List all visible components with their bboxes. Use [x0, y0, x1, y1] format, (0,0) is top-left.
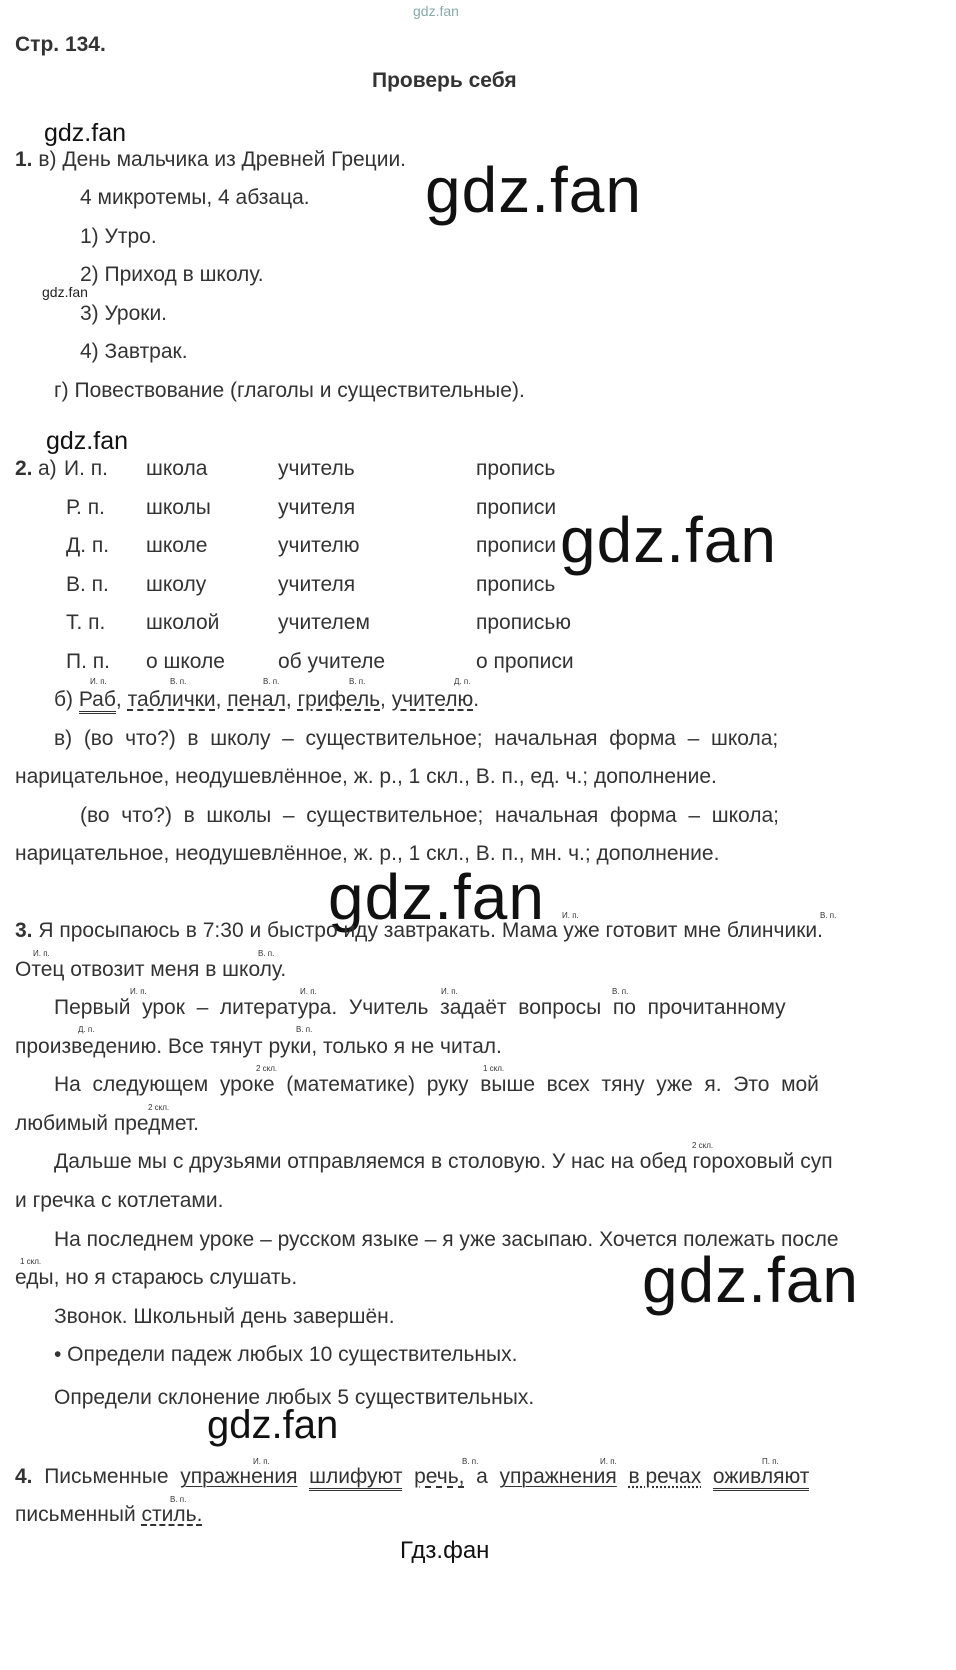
- object-word: грифель: [297, 688, 381, 711]
- task-number: 3.: [15, 919, 33, 942]
- table-cell: пропись: [476, 457, 556, 480]
- table-cell: школы: [146, 496, 211, 519]
- watermark-big-4: gdz.fan: [642, 1244, 859, 1316]
- task4-word: Письменные: [44, 1465, 169, 1488]
- table-cell: об учителе: [278, 650, 386, 673]
- task3-line: Первый урок – литература. Учитель задаёт вопросы по прочитанному: [54, 996, 786, 1019]
- case-label: В. п.: [66, 573, 109, 596]
- case-annotation: И. п.: [300, 987, 317, 996]
- case-annotation: И. п.: [90, 677, 107, 686]
- case-annotation: П. п.: [762, 1457, 779, 1466]
- table-cell: школа: [146, 457, 208, 480]
- case-annotation: И. п.: [253, 1457, 270, 1466]
- case-annotation: В. п.: [170, 677, 187, 686]
- page-label: Стр. 134.: [15, 33, 106, 56]
- task1-item: 2) Приход в школу.: [80, 263, 264, 286]
- task-number: 2.: [15, 457, 33, 480]
- table-cell: учителю: [278, 534, 360, 557]
- case-annotation: И. п.: [441, 987, 458, 996]
- task1-answer-g: г) Повествование (глаголы и существительные).: [54, 379, 525, 402]
- task3-line: На следующем уроке (математике) руку выше всех тяну уже я. Это мой: [54, 1073, 819, 1096]
- task3-line: Определи склонение любых 5 существительных.: [54, 1386, 535, 1409]
- object-word: таблички: [127, 688, 216, 711]
- task3-line: Звонок. Школьный день завершён.: [54, 1305, 395, 1328]
- table-cell: о школе: [146, 650, 225, 673]
- task2-v-line3: (во что?) в школы – существительное; начальная форма – школа;: [80, 804, 779, 827]
- task4-word: упражнения: [499, 1465, 617, 1488]
- table-cell: пропись: [476, 573, 556, 596]
- case-annotation: Д. п.: [78, 1025, 95, 1034]
- task1-item: 3) Уроки.: [80, 302, 168, 325]
- page-title: Проверь себя: [372, 69, 517, 92]
- case-annotation: В. п.: [263, 677, 280, 686]
- task2-prefix-a: а): [38, 457, 57, 480]
- table-cell: прописи: [476, 496, 557, 519]
- table-cell: учителя: [278, 573, 356, 596]
- case-annotation: В. п.: [258, 949, 275, 958]
- footer-watermark: Гдз.фан: [400, 1537, 490, 1564]
- task-number: 4.: [15, 1465, 33, 1488]
- table-cell: учителя: [278, 496, 356, 519]
- task4-word: стиль.: [141, 1503, 203, 1526]
- task3-line: еды, но я стараюсь слушать.: [15, 1266, 298, 1289]
- object-word: учителю: [391, 688, 474, 711]
- object-word: пенал: [227, 688, 286, 711]
- task2-v-line2: нарицательное, неодушевлённое, ж. р., 1 скл., В. п., ед. ч.; дополнение.: [15, 765, 717, 788]
- task3-line: На последнем уроке – русском языке – я уже засыпаю. Хочется полежать после: [54, 1228, 839, 1251]
- case-annotation: 2 скл.: [256, 1064, 278, 1073]
- table-cell: школой: [146, 611, 220, 634]
- case-annotation: 2 скл.: [148, 1103, 170, 1112]
- watermark-medium: gdz.fan: [207, 1403, 339, 1447]
- task3-line: и гречка с котлетами.: [15, 1189, 224, 1212]
- table-cell: прописью: [476, 611, 572, 634]
- task3-text: Я просыпаюсь в 7:30 и быстро иду завтракать. Мама уже готовит мне блинчики.: [38, 919, 823, 942]
- table-cell: школе: [146, 534, 208, 557]
- task1-item: 4) Завтрак.: [80, 340, 188, 363]
- case-annotation: В. п.: [170, 1495, 187, 1504]
- task4-word: оживляют: [713, 1465, 809, 1491]
- table-cell: о прописи: [476, 650, 574, 673]
- case-label: П. п.: [66, 650, 110, 673]
- case-annotation: 1 скл.: [483, 1064, 505, 1073]
- task4-line1: [15, 1465, 809, 1489]
- task3-bullet: • Определи падеж любых 10 существительных.: [54, 1343, 518, 1366]
- case-annotation: И. п.: [33, 949, 50, 958]
- task3-line: [15, 919, 823, 943]
- task4-word: письменный: [15, 1503, 136, 1526]
- case-label: Т. п.: [66, 611, 106, 634]
- case-annotation: В. п.: [820, 911, 837, 920]
- case-label: Р. п.: [66, 496, 105, 519]
- case-annotation: 1 скл.: [20, 1257, 42, 1266]
- case-annotation: И. п.: [562, 911, 579, 920]
- case-annotation: В. п.: [612, 987, 629, 996]
- case-annotation: И. п.: [130, 987, 147, 996]
- watermark-big-1: gdz.fan: [425, 154, 642, 226]
- watermark-tiny: gdz.fan: [42, 284, 88, 300]
- task3-line: Дальше мы с друзьями отправляемся в столовую. У нас на обед гороховый суп: [54, 1150, 833, 1173]
- task4-line2: [15, 1503, 202, 1527]
- case-annotation: В. п.: [296, 1025, 313, 1034]
- task1-microthemes: 4 микротемы, 4 абзаца.: [80, 186, 310, 209]
- task2-prefix-b: б): [54, 688, 74, 711]
- task1-item: 1) Утро.: [80, 225, 157, 248]
- top-watermark: gdz.fan: [413, 3, 459, 19]
- task3-line: Отец отвозит меня в школу.: [15, 958, 287, 981]
- case-annotation: 2 скл.: [692, 1141, 714, 1150]
- case-annotation: В. п.: [462, 1457, 479, 1466]
- table-cell: школу: [146, 573, 207, 596]
- task3-line: любимый предмет.: [15, 1112, 199, 1135]
- table-cell: учителем: [278, 611, 370, 634]
- task3-line: произведению. Все тянут руки, только я не читал.: [15, 1035, 502, 1058]
- watermark-small-2: gdz.fan: [46, 427, 129, 455]
- case-label: Д. п.: [66, 534, 110, 557]
- task4-word: упражнения: [180, 1465, 298, 1488]
- table-cell: прописи: [476, 534, 557, 557]
- subject-word: Раб: [79, 688, 116, 714]
- case-annotation: В. п.: [349, 677, 366, 686]
- task4-word: речь,: [414, 1465, 465, 1488]
- task4-word: шлифуют: [309, 1465, 402, 1491]
- case-annotation: Д. п.: [454, 677, 471, 686]
- task4-word: а: [476, 1465, 488, 1488]
- task1-answer-v: в) День мальчика из Древней Греции.: [38, 148, 407, 171]
- table-cell: учитель: [278, 457, 355, 480]
- task2-v-line4: нарицательное, неодушевлённое, ж. р., 1 скл., В. п., мн. ч.; дополнение.: [15, 842, 720, 865]
- watermark-big-3: gdz.fan: [328, 861, 545, 933]
- task2-b-line: б) Раб, таблички, пенал, грифель, учителю.: [54, 688, 479, 712]
- watermark-small-1: gdz.fan: [44, 119, 127, 147]
- task1-line-v: [15, 148, 406, 172]
- case-annotation: И. п.: [600, 1457, 617, 1466]
- case-label: И. п.: [64, 457, 108, 480]
- task-number: 1.: [15, 148, 33, 171]
- task2-v-line1: в) (во что?) в школу – существительное; начальная форма – школа;: [54, 727, 779, 750]
- task4-word: в речах: [628, 1465, 702, 1488]
- watermark-big-2: gdz.fan: [560, 504, 777, 576]
